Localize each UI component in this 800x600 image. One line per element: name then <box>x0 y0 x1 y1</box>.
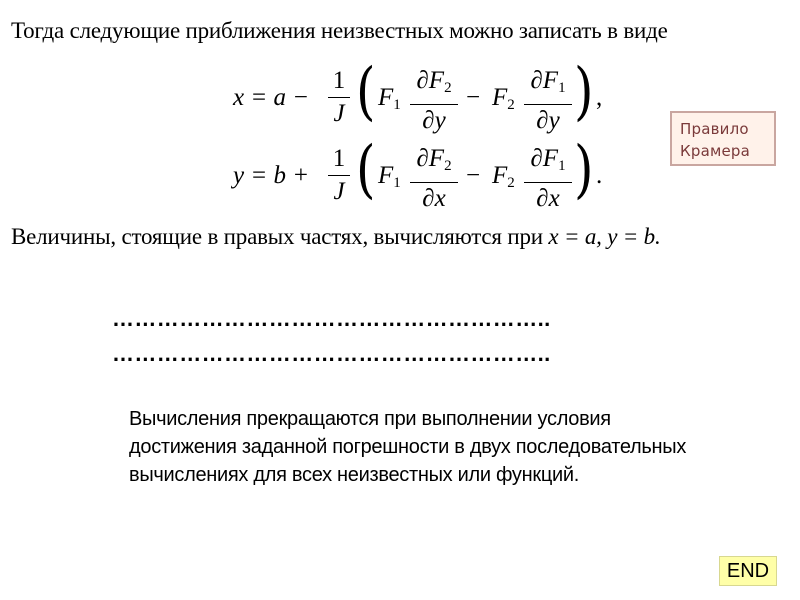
eq1-f1: $F_1$ <box>378 84 401 113</box>
evaluation-note: Величины, стоящие в правых частях, вычисляются при x = a, y = b. <box>11 224 661 249</box>
cramer-rule-link[interactable] <box>670 111 776 166</box>
equation-x: x = a − 1 J ( $F_1$ $\partial F_2$ ∂y − $F_2$ $\partial F_1$ ∂y ) , <box>233 55 603 134</box>
end-button[interactable]: END <box>719 556 777 586</box>
eq2-coef: 1 J <box>328 144 350 207</box>
eq1-dF2-dy: $\partial F_2$ ∂y <box>410 66 458 136</box>
eq2-dF2-dx: $\partial F_2$ ∂x <box>410 144 458 214</box>
eq2-f2: $F_2$ <box>492 162 515 191</box>
eq2-lhs: y = b + <box>233 162 310 189</box>
eq1-coef: 1 J <box>328 66 350 129</box>
eq1-f2: $F_2$ <box>492 84 515 113</box>
equation-y: y = b + 1 J ( $F_1$ $\partial F_2$ ∂x − $F_2$ $\partial F_1$ ∂x ) . <box>233 133 603 212</box>
stop-condition-text: Вычисления прекращаются при выполнении условия достижения заданной погрешности в двух последовательных вычислениях для всех неизвестных или функций. <box>129 408 687 486</box>
eq2-f1: $F_1$ <box>378 162 401 191</box>
eq2-dF1-dx: $\partial F_1$ ∂x <box>524 144 572 214</box>
rule-line1: Правило <box>680 120 749 138</box>
rule-line2: Крамера <box>680 142 751 160</box>
eq1-dF1-dy: $\partial F_1$ ∂y <box>524 66 572 136</box>
eq1-lhs: x = a − <box>233 84 310 111</box>
intro-text: Тогда следующие приближения неизвестных можно записать в виде <box>11 18 668 43</box>
ellipsis-line-2: ………………………………………………….. <box>112 341 551 366</box>
ellipsis-line-1: ………………………………………………….. <box>112 306 551 331</box>
